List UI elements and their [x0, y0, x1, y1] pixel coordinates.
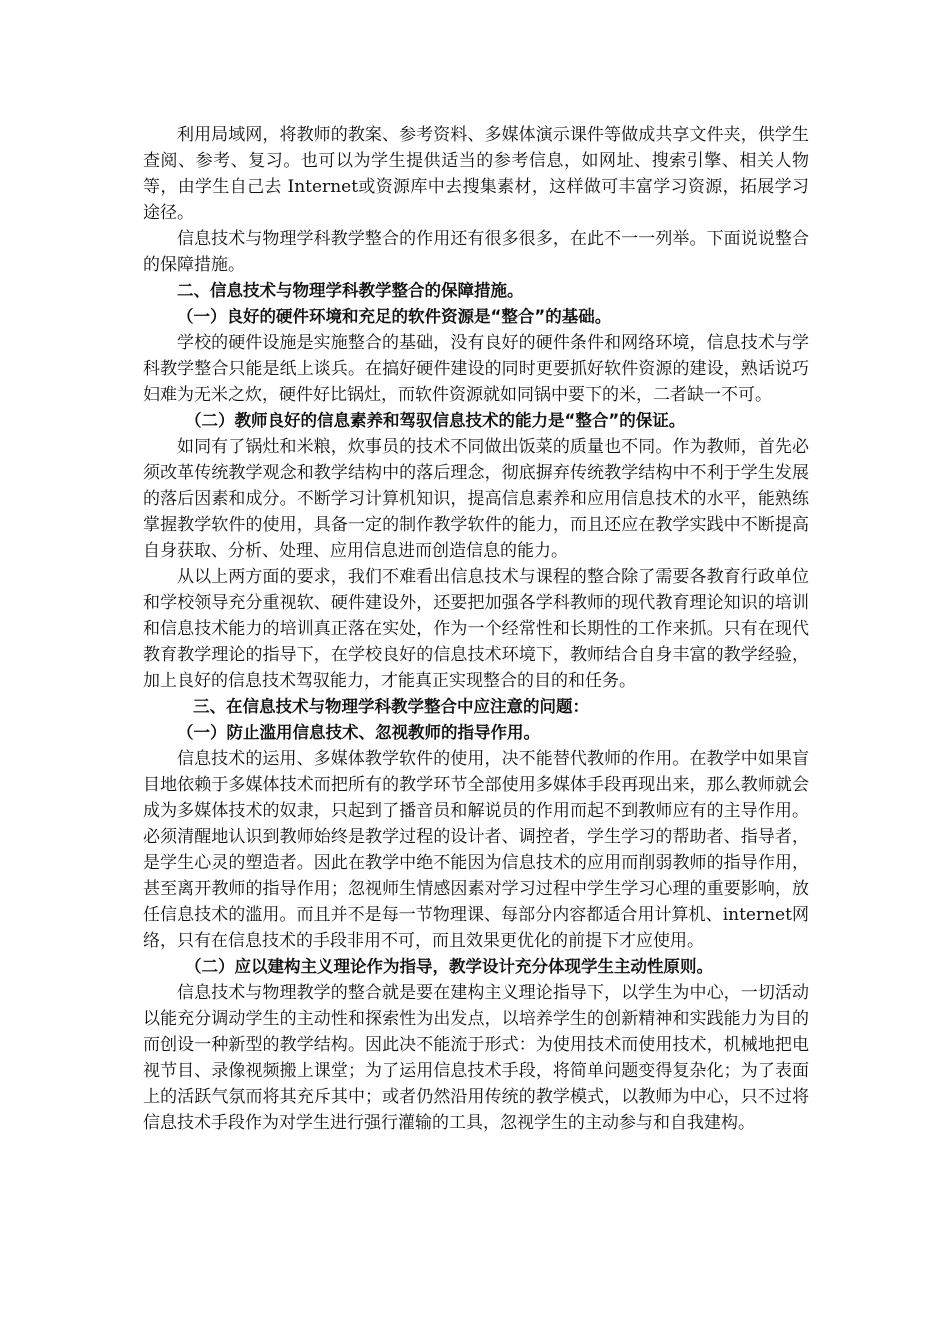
- paragraph-teacher-literacy: 如同有了锅灶和米粮，炊事员的技术不同做出饭菜的质量也不同。作为教师，首先必须改革传统教学观念和教学结构中的落后理念，彻底摒弃传统教学结构中不利于学生发展的落后因素和成分。不断学习计算机知识，提高信息素养和应用信息技术的水平，能熟练掌握教学软件的使用，具备一定的制作教学软件的能力，而且还应在教学实践中不断提高自身获取、分析、处理、应用信息进而创造信息的能力。: [143, 437, 809, 561]
- paragraph-misuse: 信息技术的运用、多媒体教学软件的使用，决不能替代教师的作用。在教学中如果盲目地依赖于多媒体技术而把所有的教学环节全部使用多媒体手段再现出来，那么教师就会成为多媒体技术的奴隶，只起到了播音员和解说员的作用而起不到教师应有的主导作用。必须清醒地认识到教师始终是教学过程的设计者、调控者，学生学习的帮助者、指导者，是学生心灵的塑造者。因此在教学中绝不能因为信息技术的应用而削弱教师的指导作用，甚至离开教师的指导作用；忽视师生情感因素对学习过程中学生学习心理的重要影响，放任信息技术的滥用。而且并不是每一节物理课、每部分内容都适合用计算机、internet网络，只有在信息技术的手段非用不可，而且效果更优化的前提下才应使用。: [143, 749, 809, 951]
- document-page: [143, 122, 809, 1136]
- section-heading-3: 三、在信息技术与物理学科教学整合中应注意的问题：: [193, 697, 589, 716]
- section-heading-2: 二、信息技术与物理学科教学整合的保障措施。: [177, 281, 524, 300]
- subsection-heading-2-2: （二）教师良好的信息素养和驾驭信息技术的能力是“整合”的保证。: [185, 411, 686, 430]
- paragraph-shared-resources: 利用局域网，将教师的教案、参考资料、多媒体演示课件等做成共享文件夹，供学生查阅、参考、复习。也可以为学生提供适当的参考信息，如网址、搜索引擎、相关人物等，由学生自己去 Internet或资源库中去搜集素材，这样做可丰富学习资源，拓展学习途径。: [143, 125, 809, 223]
- paragraph-hardware: 学校的硬件设施是实施整合的基础，没有良好的硬件条件和网络环境，信息技术与学科教学整合只能是纸上谈兵。在搞好硬件建设的同时更要抓好软件资源的建设，熟话说巧妇难为无米之炊，硬件好比锅灶，而软件资源就如同锅中要下的米，二者缺一不可。: [143, 333, 809, 405]
- paragraph-constructivism: 信息技术与物理教学的整合就是要在建构主义理论指导下，以学生为中心，一切活动以能充分调动学生的主动性和探索性为出发点，以培养学生的创新精神和实践能力为目的而创设一种新型的教学结构。因此决不能流于形式：为使用技术而使用技术，机械地把电视节目、录像视频搬上课堂；为了运用信息技术手段，将简单问题变得复杂化；为了表面上的活跃气氛而将其充斥其中；或者仍然沿用传统的教学模式，以教师为中心，只不过将信息技术手段作为对学生进行强行灌输的工具，忽视学生的主动参与和自我建构。: [143, 983, 809, 1133]
- paragraph-transition: 信息技术与物理学科教学整合的作用还有很多很多，在此不一一列举。下面说说整合的保障措施。: [143, 229, 809, 275]
- subsection-heading-2-1: （一）良好的硬件环境和充足的软件资源是“整合”的基础。: [177, 307, 612, 326]
- subsection-heading-3-1: （一）防止滥用信息技术、忽视教师的指导作用。: [177, 723, 540, 742]
- paragraph-requirements: 从以上两方面的要求，我们不难看出信息技术与课程的整合除了需要各教育行政单位和学校领导充分重视软、硬件建设外，还要把加强各学科教师的现代教育理论知识的培训和信息技术能力的培训真正落在实处，作为一个经常性和长期性的工作来抓。只有在现代教育教学理论的指导下，在学校良好的信息技术环境下，教师结合自身丰富的教学经验，加上良好的信息技术驾驭能力，才能真正实现整合的目的和任务。: [143, 567, 809, 691]
- subsection-heading-3-2: （二）应以建构主义理论作为指导，教学设计充分体现学生主动性原则。: [185, 957, 713, 976]
